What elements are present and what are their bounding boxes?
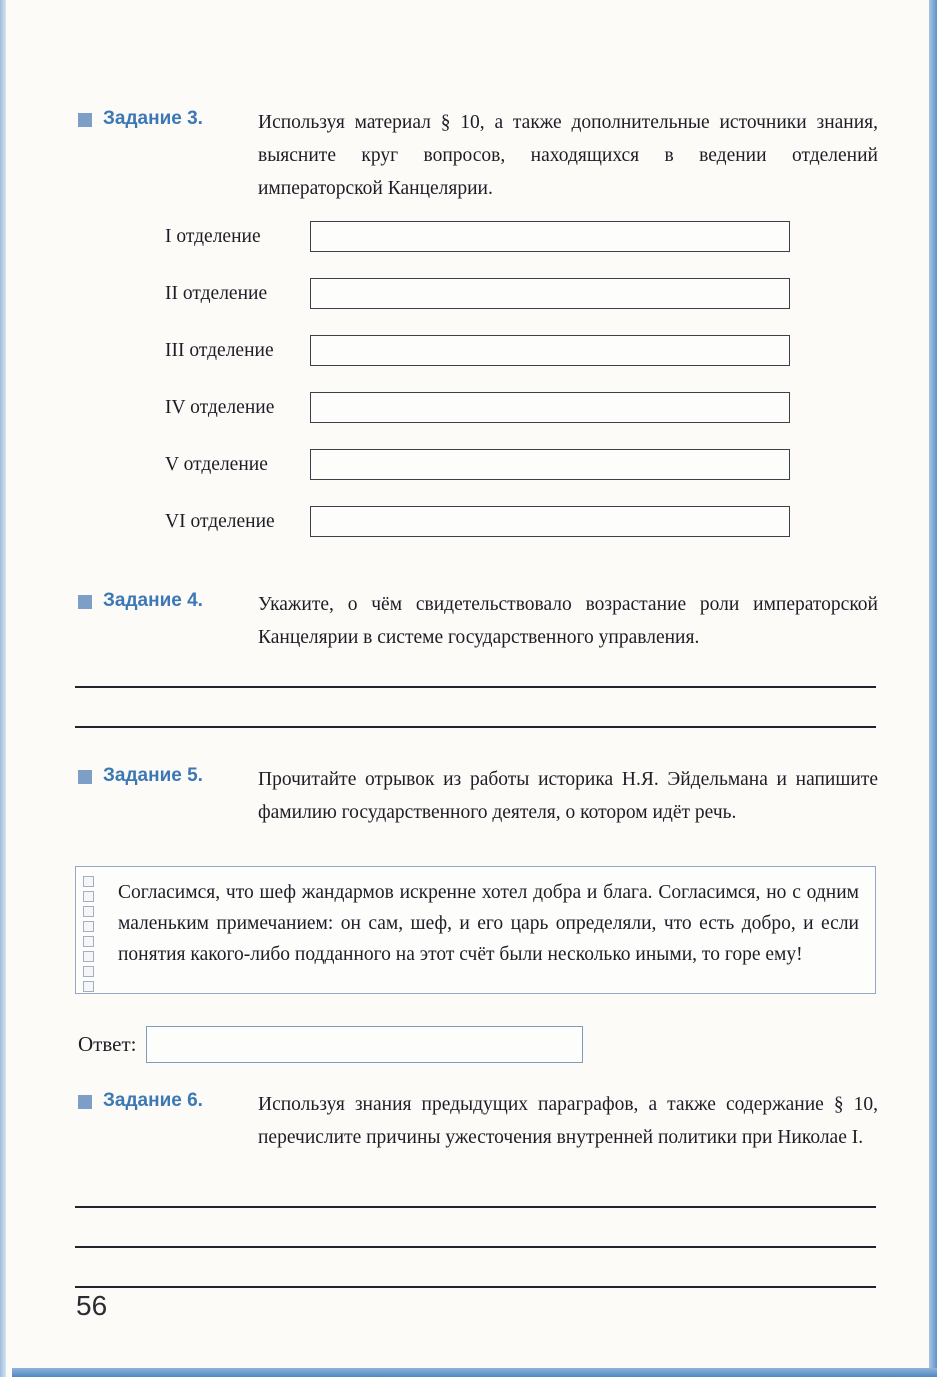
quote-border-squares-icon <box>83 876 94 992</box>
answer-input-box[interactable] <box>146 1026 583 1063</box>
answer-label: Ответ: <box>78 1032 137 1056</box>
row-label-department-6: VI отделение <box>165 510 275 532</box>
answer-line[interactable] <box>75 726 876 728</box>
answer-box-department-4[interactable] <box>310 392 790 423</box>
task6-header <box>78 1088 258 1154</box>
task5-section <box>78 763 878 829</box>
task6-text: Используя знания предыдущих параграфов, а также содержание § 10, перечислите причины ужесточения внутренней политики при Николае I. <box>258 1094 878 1148</box>
answer-line[interactable] <box>75 1206 876 1208</box>
table-row <box>165 322 795 379</box>
row-label-department-5: V отделение <box>165 453 268 475</box>
task3-label: Задание 3. <box>103 108 203 129</box>
answer-box-department-1[interactable] <box>310 221 790 252</box>
task6-label: Задание 6. <box>103 1090 203 1111</box>
answer-box-department-6[interactable] <box>310 506 790 537</box>
quote-text: Согласимся, что шеф жандармов искренне хотел добра и блага. Согласимся, но с одним маленьким примечанием: он сам, шеф, и его царь определяли, что есть добро, и если понятия какого-либо подданного на этот счёт были несколько иными, то горе ему! <box>118 882 859 965</box>
task6-section <box>78 1088 878 1154</box>
table-row <box>165 208 795 265</box>
task-bullet-icon <box>78 770 92 784</box>
answer-row <box>78 1026 583 1063</box>
table-row <box>165 379 795 436</box>
task3-section <box>78 106 878 205</box>
answer-line[interactable] <box>75 686 876 688</box>
row-label-department-2: II отделение <box>165 282 268 304</box>
task-bullet-icon <box>78 113 92 127</box>
task5-label: Задание 5. <box>103 765 203 786</box>
answer-box-department-2[interactable] <box>310 278 790 309</box>
task-bullet-icon <box>78 595 92 609</box>
page-number: 56 <box>76 1290 108 1321</box>
task5-header <box>78 763 258 829</box>
quote-box <box>75 866 876 994</box>
task4-header <box>78 588 258 654</box>
scan-edge-left <box>0 0 6 1377</box>
scan-edge-right <box>929 0 937 1377</box>
answer-box-department-3[interactable] <box>310 335 790 366</box>
table-row <box>165 265 795 322</box>
answer-line[interactable] <box>75 1286 876 1288</box>
task5-text: Прочитайте отрывок из работы историка Н.Я. Эйдельмана и напишите фамилию государственного деятеля, о котором идёт речь. <box>258 769 878 823</box>
task4-section <box>78 588 878 654</box>
table-row <box>165 493 795 550</box>
table-row <box>165 436 795 493</box>
answer-box-department-5[interactable] <box>310 449 790 480</box>
task3-header <box>78 106 258 205</box>
row-label-department-3: III отделение <box>165 339 274 361</box>
row-label-department-4: IV отделение <box>165 396 275 418</box>
task3-text: Используя материал § 10, а также дополнительные источники знания, выясните круг вопросов, находящихся в ведении отделений императорской Канцелярии. <box>258 112 878 199</box>
task3-department-rows <box>165 208 795 550</box>
task4-text: Укажите, о чём свидетельствовало возрастание роли императорской Канцелярии в системе государственного управления. <box>258 594 878 648</box>
task4-label: Задание 4. <box>103 590 203 611</box>
scan-edge-bottom <box>12 1368 937 1377</box>
task-bullet-icon <box>78 1095 92 1109</box>
row-label-department-1: I отделение <box>165 225 261 247</box>
answer-line[interactable] <box>75 1246 876 1248</box>
